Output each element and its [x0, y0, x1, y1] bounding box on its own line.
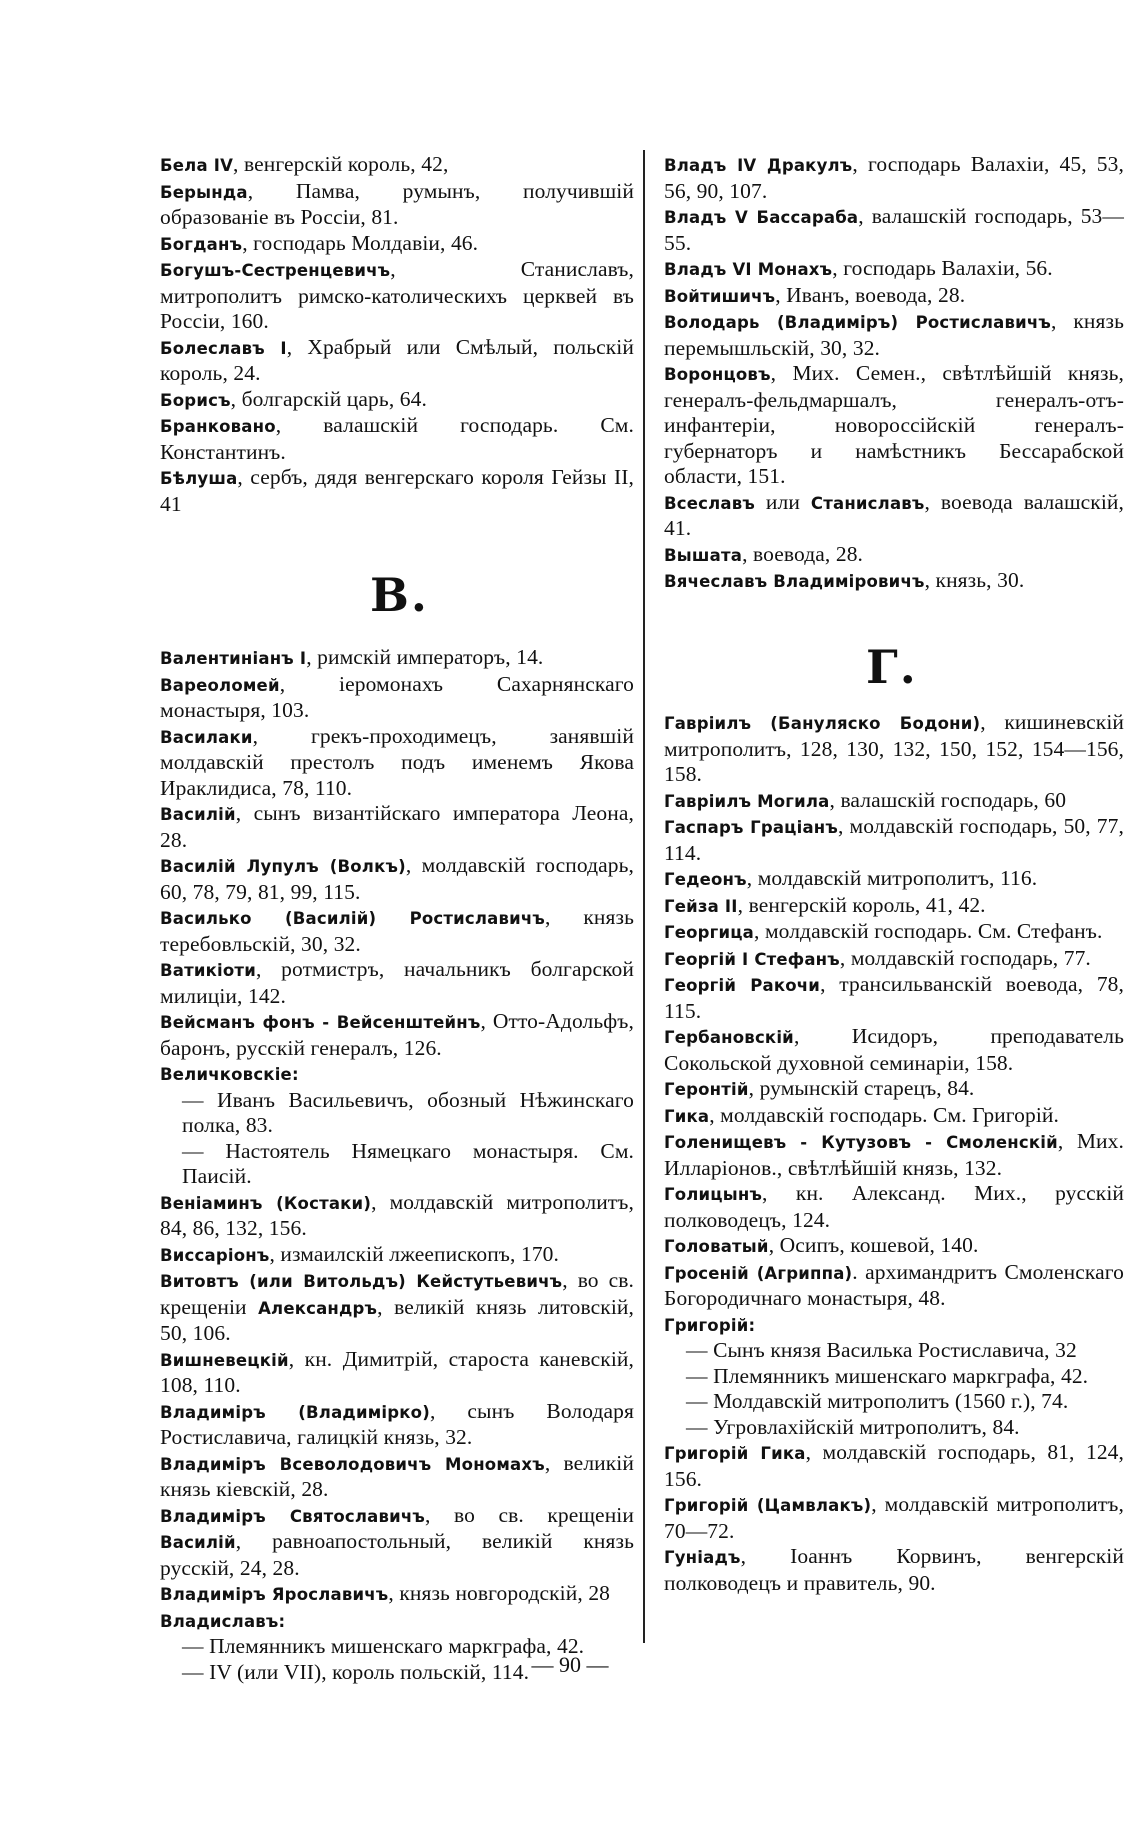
- index-entry: [160, 413, 634, 465]
- entry-headword: Ватикіоти: [160, 961, 256, 980]
- entry-headword: Гросеній (Агриппа): [664, 1263, 853, 1283]
- left-column-top-entries: [160, 152, 634, 517]
- entry-headword: Георгій I Стефанъ: [664, 949, 840, 969]
- entry-text: , валашскій господарь, 53—55.: [664, 204, 1124, 255]
- entry-text: , сербъ, дядя венгерскаго короля Гейзы II, 41: [160, 465, 634, 516]
- entry-headword: Василій Лупулъ (Волкъ): [160, 857, 406, 876]
- index-entry: [160, 231, 634, 258]
- index-entry: [664, 1492, 1124, 1544]
- entry-headword: Гавріилъ Могила: [664, 791, 830, 811]
- entry-headword: Георгица: [664, 923, 754, 942]
- entry-text: , воевода валашскій, 41.: [664, 489, 1124, 540]
- entry-headword: Владиміръ Святославичъ: [160, 1506, 425, 1526]
- entry-headword: Володарь (Владиміръ) Ростиславичъ: [664, 313, 1052, 332]
- entry-text: , венгерскій король, 42,: [233, 152, 449, 176]
- index-entry: [160, 1268, 634, 1347]
- index-entry: [160, 387, 634, 414]
- entry-headword: Всеславъ: [664, 493, 755, 513]
- entry-text: , великій князь литовскій, 50, 106.: [160, 1294, 634, 1345]
- entry-text: , Отто-Адольфъ, баронъ, русскій генералъ, 126.: [160, 1009, 634, 1060]
- entry-text: — Угровлахійскій митрополитъ, 84.: [686, 1414, 1020, 1439]
- entry-headword: Владиміръ (Владимірко): [160, 1402, 430, 1422]
- entry-headword: Бела IV: [160, 156, 234, 175]
- index-entry: [160, 335, 634, 387]
- index-entry: [664, 1389, 1124, 1415]
- entry-text: — Племянникъ мишенскаго маркграфа, 42.: [182, 1634, 585, 1658]
- index-entry: [664, 542, 1124, 569]
- entry-text: , римскій императоръ, 14.: [306, 645, 544, 669]
- index-entry: [160, 853, 634, 905]
- index-entry: [664, 1260, 1124, 1312]
- index-entry: [664, 893, 1124, 920]
- entry-text: , венгерскій король, 41, 42.: [737, 892, 986, 917]
- entry-text: , господарь Валахіи, 45, 53, 56, 90, 107.: [664, 152, 1124, 203]
- entry-headword: Виссаріонъ: [160, 1245, 270, 1265]
- index-entry: [664, 283, 1124, 310]
- entry-headword: Василій: [160, 805, 236, 824]
- entry-headword: Воронцовъ: [664, 365, 771, 384]
- entry-text: , воевода, 28.: [742, 541, 864, 566]
- entry-text: , іеромонахъ Сахарнянскаго монастыря, 103.: [160, 671, 634, 722]
- entry-headword: Вышата: [664, 545, 743, 565]
- entry-text: . архимандритъ Смоленскаго Богородичнаго монастыря, 48.: [664, 1259, 1125, 1310]
- index-entry: [160, 1399, 634, 1451]
- entry-text: , равноапостольный, великій князь русскій, 24, 28.: [160, 1529, 634, 1580]
- entry-headword: Василько (Василій) Ростиславичъ: [160, 909, 546, 928]
- index-entry: [160, 905, 634, 957]
- entry-text: , во св. крещеніи: [160, 1268, 635, 1319]
- index-entry: [160, 724, 634, 802]
- index-entry: [664, 1440, 1124, 1492]
- entry-text: , князь теребовльскій, 30, 32.: [160, 905, 635, 956]
- index-entry: [160, 1190, 634, 1242]
- index-entry: [664, 1103, 1124, 1130]
- index-entry: [664, 866, 1124, 893]
- entry-headword: Борисъ: [160, 390, 231, 410]
- entry-text: , Іоаннъ Корвинъ, венгерскій полководецъ и правитель, 90.: [664, 1544, 1124, 1595]
- entry-text: , молдавскій господарь, 60, 78, 79, 81, 99, 115.: [160, 853, 634, 904]
- entry-text: , румынскій старецъ, 84.: [748, 1076, 975, 1100]
- index-entry: [160, 257, 634, 335]
- entry-headword: Болеславъ I: [160, 338, 287, 358]
- entry-headword: Владъ V Бассараба: [664, 208, 859, 227]
- entry-text: , Осипъ, кошевой, 140.: [768, 1233, 979, 1257]
- entry-text: , великій князь кіевскій, 28.: [160, 1450, 634, 1501]
- entry-headword: Гедеонъ: [664, 870, 747, 889]
- entry-headword: Вейсманъ фонъ - Вейсенштейнъ: [160, 1013, 481, 1032]
- index-entry: [160, 1242, 634, 1269]
- index-entry: [664, 256, 1124, 283]
- entry-headword: Вареоломей: [160, 675, 280, 695]
- entry-headword: Владиміръ Всеволодовичъ Мономахъ: [160, 1454, 545, 1474]
- index-entry: [160, 672, 634, 724]
- entry-headword: Георгій Ракочи: [664, 976, 821, 995]
- entry-headword: Владъ IV Дракулъ: [664, 156, 853, 175]
- entry-headword: Григорій Гика: [664, 1444, 806, 1463]
- entry-text: , молдавскій господарь, 81, 124, 156.: [664, 1440, 1125, 1491]
- entry-text: , Храбрый или Смѣлый, польскій король, 24.: [160, 334, 634, 385]
- index-entry: [664, 919, 1124, 946]
- entry-text: , князь перемышльскій, 30, 32.: [664, 309, 1125, 360]
- entry-headword: Владиславъ:: [160, 1611, 286, 1631]
- column-divider: [643, 150, 645, 1643]
- entry-text: , князь новгородскій, 28: [388, 1581, 611, 1605]
- left-column-v-entries: [160, 645, 634, 1685]
- entry-headword: Войтишичъ: [664, 286, 776, 306]
- entry-text: , трансильванскій воевода, 78, 115.: [664, 972, 1124, 1023]
- entry-text: , Иванъ, воевода, 28.: [775, 282, 966, 307]
- index-entry: [664, 1364, 1124, 1390]
- index-entry: [664, 1076, 1124, 1103]
- index-entry: [664, 1181, 1124, 1233]
- entry-text: или: [755, 489, 811, 514]
- entry-headword: Вишневецкій: [160, 1350, 289, 1370]
- index-entry: [160, 152, 634, 179]
- entry-text: , валашскій господарь, 60: [829, 787, 1067, 812]
- index-entry: [664, 568, 1124, 595]
- entry-headword: Станиславъ: [810, 493, 925, 513]
- entry-headword: Бѣлуша: [160, 469, 238, 488]
- index-entry: [664, 788, 1124, 815]
- right-column-top-entries: [664, 152, 1124, 595]
- entry-headword: Гейза II: [664, 896, 738, 916]
- entry-headword: Богушъ-Сестренцевичъ: [160, 261, 391, 280]
- index-entry: [160, 801, 634, 853]
- entry-text: , кишиневскій митрополитъ, 128, 130, 132, 150, 152, 154—156, 158.: [664, 710, 1124, 786]
- index-entry: [664, 204, 1124, 256]
- entry-text: , измаилскій лжеепископъ, 170.: [269, 1241, 560, 1266]
- index-entry: [664, 309, 1124, 361]
- entry-headword: Витовтъ (или Витольдъ) Кейстутьевичъ: [160, 1272, 563, 1291]
- right-column-g-entries: [664, 710, 1124, 1596]
- index-entry: [664, 972, 1124, 1024]
- entry-text: , молдавскій митрополитъ, 116.: [746, 866, 1038, 890]
- entry-headword: Григорій:: [664, 1315, 756, 1335]
- entry-text: — IV (или VII), король польскій, 114.: [182, 1659, 530, 1684]
- index-entry: [664, 1338, 1124, 1364]
- entry-text: , Исидоръ, преподаватель Сокольской духовной семинаріи, 158.: [664, 1024, 1124, 1075]
- index-entry: [664, 1024, 1124, 1076]
- index-entry: [664, 1312, 1124, 1339]
- index-entry: [160, 1347, 634, 1399]
- index-entry: [664, 1233, 1124, 1260]
- entry-text: , грекъ-проходимецъ, занявшій молдавскій престолъ подъ именемъ Якова Ираклидиса, 78, 110.: [160, 723, 634, 800]
- entry-text: , болгарскій царь, 64.: [230, 386, 427, 411]
- index-entry: [664, 814, 1124, 866]
- entry-headword: Голицынъ: [664, 1185, 763, 1204]
- index-entry: [160, 179, 634, 231]
- index-entry: [664, 710, 1124, 788]
- entry-text: — Племянникъ мишенскаго маркграфа, 42.: [686, 1363, 1089, 1388]
- page-number: — 90 —: [531, 1652, 609, 1677]
- index-entry: [160, 1061, 634, 1088]
- entry-headword: Бранковано: [160, 417, 276, 436]
- index-entry: [664, 361, 1124, 490]
- entry-headword: Величковскіе:: [160, 1065, 299, 1084]
- entry-text: , молдавскій господарь. См. Григорій.: [709, 1102, 1060, 1127]
- entry-text: , молдавскій господарь, 77.: [839, 945, 1091, 970]
- index-entry: [160, 1503, 634, 1582]
- entry-headword: Василаки: [160, 727, 253, 747]
- index-entry: [160, 1088, 634, 1139]
- entry-text: , кн. Димитрій, староста каневскій, 108, 110.: [160, 1346, 634, 1397]
- section-letter-v: В.: [370, 568, 429, 622]
- entry-text: , молдавскій господарь. См. Стефанъ.: [754, 919, 1103, 943]
- index-entry: [664, 152, 1124, 204]
- entry-headword: Гика: [664, 1106, 710, 1126]
- entry-headword: Голенищевъ - Кутузовъ - Смоленскій: [664, 1133, 1058, 1152]
- index-entry: [664, 1415, 1124, 1441]
- index-entry: [160, 1608, 634, 1635]
- entry-headword: Вячеславъ Владиміровичъ: [664, 572, 925, 591]
- entry-text: , Станиславъ, митрополитъ римско-католическихъ церквей въ Россіи, 160.: [160, 257, 634, 333]
- entry-headword: Гавріилъ (Бануляско Бодони): [664, 714, 981, 733]
- entry-text: , господарь Молдавіи, 46.: [242, 230, 479, 255]
- entry-headword: Веніаминъ (Костаки): [160, 1193, 372, 1213]
- entry-text: , во св. крещеніи: [425, 1502, 634, 1527]
- entry-text: , ротмистръ, начальникъ болгарской милиціи, 142.: [160, 957, 634, 1008]
- index-entry: [160, 957, 634, 1009]
- entry-headword: Владъ VI Монахъ: [664, 260, 833, 279]
- index-entry: [160, 1451, 634, 1503]
- entry-headword: Богданъ: [160, 234, 243, 254]
- entry-text: , князь, 30.: [924, 568, 1025, 592]
- entry-text: , сынъ Володаря Ростиславича, галицкій князь, 32.: [160, 1398, 634, 1449]
- entry-text: , молдавскій господарь, 50, 77, 114.: [664, 814, 1124, 865]
- index-entry: [664, 946, 1124, 973]
- entry-text: , Мих. Семен., свѣтлѣйшій князь, генералъ-фельдмаршалъ, генералъ-отъ-инфантеріи, новороссійскій генералъ-губернаторъ и намѣстникъ Бессарабской области, 151.: [664, 361, 1124, 488]
- index-entry: [160, 1581, 634, 1608]
- index-entry: [160, 465, 634, 517]
- entry-headword: Василій: [160, 1533, 236, 1552]
- section-letter-g: Г.: [866, 640, 918, 694]
- entry-headword: Гуніадъ: [664, 1548, 741, 1567]
- entry-text: , сынъ византійскаго императора Леона, 28.: [160, 801, 634, 852]
- entry-text: — Иванъ Васильевичъ, обозный Нѣжинскаго полка, 83.: [182, 1087, 634, 1137]
- entry-headword: Геронтій: [664, 1080, 749, 1099]
- entry-headword: Валентиніанъ I: [160, 649, 307, 668]
- entry-text: , Мих. Илларіонов., свѣтлѣйшій князь, 132.: [664, 1129, 1124, 1180]
- entry-headword: Гербановскій: [664, 1028, 794, 1047]
- index-entry: [160, 1009, 634, 1061]
- entry-text: — Молдавскій митрополитъ (1560 г.), 74.: [686, 1389, 1069, 1413]
- index-entry: [664, 490, 1124, 542]
- index-entry: [160, 1139, 634, 1190]
- entry-text: , молдавскій митрополитъ, 70—72.: [664, 1492, 1124, 1543]
- entry-headword: Александръ: [258, 1298, 378, 1318]
- entry-text: , Памва, румынъ, получившій образованіе въ Россіи, 81.: [160, 178, 634, 229]
- index-entry: [160, 645, 634, 672]
- entry-headword: Берында: [160, 182, 248, 202]
- entry-text: , молдавскій митрополитъ, 84, 86, 132, 156.: [160, 1189, 634, 1240]
- entry-text: , валашскій господарь. См. Константинъ.: [160, 413, 634, 464]
- index-entry: [664, 1544, 1124, 1596]
- index-entry: [664, 1129, 1124, 1181]
- entry-headword: Головатый: [664, 1237, 769, 1256]
- entry-headword: Гаспаръ Граціанъ: [664, 818, 838, 837]
- entry-headword: Владиміръ Ярославичъ: [160, 1585, 389, 1604]
- entry-text: , кн. Александ. Мих., русскій полководецъ, 124.: [664, 1181, 1124, 1232]
- entry-headword: Григорій (Цамвлакъ): [664, 1496, 872, 1515]
- entry-text: — Настоятель Нямецкаго монастыря. См. Паисій.: [182, 1138, 634, 1188]
- entry-text: , господарь Валахіи, 56.: [832, 256, 1053, 280]
- entry-text: — Сынъ князя Василька Ростиславича, 32: [686, 1338, 1077, 1362]
